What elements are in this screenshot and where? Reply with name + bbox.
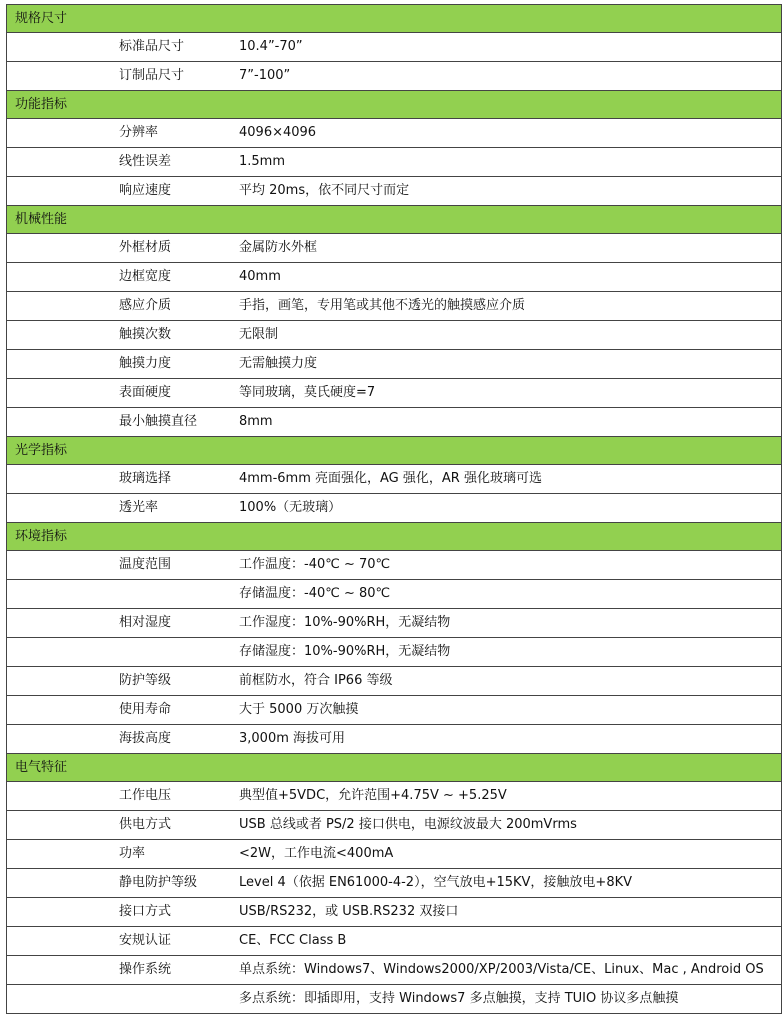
section-header: 机械性能 [7,206,781,234]
spec-value: USB 总线或者 PS/2 接口供电，电源纹波最大 200mVrms [239,817,577,832]
spec-label: 触摸力度 [119,356,172,371]
spec-value: 3,000m 海拔可用 [239,731,346,746]
spec-label: 最小触摸直径 [119,414,198,429]
spec-row [7,898,781,927]
spec-value: 1.5mm [239,154,286,169]
spec-value: 无限制 [239,327,279,342]
spec-label: 边框宽度 [119,269,172,284]
spec-row [7,408,781,437]
spec-label: 线性误差 [119,154,172,169]
spec-label: 感应介质 [119,298,172,313]
spec-value: 工作温度：-40℃ ~ 70℃ [239,557,391,572]
section-header: 电气特征 [7,754,781,782]
spec-row [7,927,781,956]
spec-label: 防护等级 [119,673,172,688]
spec-value: 工作湿度：10%-90%RH，无凝结物 [239,615,451,630]
spec-row [7,494,781,523]
spec-value: 存储温度：-40℃ ~ 80℃ [239,586,391,601]
spec-row [7,840,781,869]
spec-label: 安规认证 [119,933,172,948]
spec-value: 典型值+5VDC，允许范围+4.75V ~ +5.25V [239,788,507,803]
spec-row [7,667,781,696]
spec-row [7,379,781,408]
spec-row [7,696,781,725]
spec-label: 透光率 [119,500,159,515]
spec-label: 分辨率 [119,125,159,140]
section-header: 功能指标 [7,91,781,119]
spec-label: 外框材质 [119,240,172,255]
spec-label: 供电方式 [119,817,172,832]
spec-value: <2W，工作电流<400mA [239,846,394,861]
spec-row [7,609,781,638]
spec-value: 4096×4096 [239,125,317,140]
spec-row [7,177,781,206]
spec-value: Level 4（依据 EN61000-4-2），空气放电+15KV，接触放电+8KV [239,875,633,890]
spec-value: 100%（无玻璃） [239,500,342,515]
spec-table [6,4,782,1014]
spec-row [7,725,781,754]
spec-value: 多点系统：即插即用，支持 Windows7 多点触摸，支持 TUIO 协议多点触摸 [239,991,679,1006]
spec-value: 8mm [239,414,273,429]
spec-value: 无需触摸力度 [239,356,318,371]
spec-value: USB/RS232，或 USB.RS232 双接口 [239,904,459,919]
spec-label: 海拔高度 [119,731,172,746]
spec-value: 手指，画笔，专用笔或其他不透光的触摸感应介质 [239,298,526,313]
spec-value: 7”-100” [239,68,291,83]
spec-row [7,956,781,985]
spec-value: CE、FCC Class B [239,933,347,948]
spec-label: 表面硬度 [119,385,172,400]
spec-row [7,869,781,898]
section-header: 规格尺寸 [7,5,781,33]
spec-row [7,62,781,91]
spec-value: 平均 20ms，依不同尺寸而定 [239,183,410,198]
spec-row [7,292,781,321]
spec-label: 接口方式 [119,904,172,919]
spec-label: 温度范围 [119,557,172,572]
spec-row [7,33,781,62]
spec-value: 前框防水，符合 IP66 等级 [239,673,393,688]
spec-row [7,148,781,177]
spec-label: 静电防护等级 [119,875,198,890]
spec-row [7,638,781,667]
spec-value: 等同玻璃，莫氏硬度=7 [239,385,376,400]
spec-label: 操作系统 [119,962,172,977]
section-header: 环境指标 [7,523,781,551]
spec-row [7,119,781,148]
spec-row [7,782,781,811]
spec-value: 40mm [239,269,281,284]
spec-row [7,551,781,580]
spec-row [7,350,781,379]
spec-value: 10.4”-70” [239,39,303,54]
spec-row [7,985,781,1014]
spec-row [7,465,781,494]
spec-value: 单点系统：Windows7、Windows2000/XP/2003/Vista/CE、Linux、Mac , Android OS [239,962,764,977]
spec-label: 使用寿命 [119,702,172,717]
spec-label: 玻璃选择 [119,471,172,486]
spec-row [7,263,781,292]
spec-value: 4mm-6mm 亮面强化，AG 强化，AR 强化玻璃可选 [239,471,542,486]
section-header: 光学指标 [7,437,781,465]
spec-label: 相对湿度 [119,615,172,630]
spec-value: 存储湿度：10%-90%RH，无凝结物 [239,644,451,659]
spec-row [7,321,781,350]
spec-row [7,580,781,609]
spec-value: 金属防水外框 [239,240,318,255]
spec-label: 标准品尺寸 [119,39,185,54]
spec-label: 工作电压 [119,788,172,803]
spec-label: 订制品尺寸 [119,68,185,83]
spec-value: 大于 5000 万次触摸 [239,702,359,717]
spec-row [7,811,781,840]
spec-label: 功率 [119,846,146,861]
spec-row [7,234,781,263]
spec-label: 触摸次数 [119,327,172,342]
spec-label: 响应速度 [119,183,172,198]
